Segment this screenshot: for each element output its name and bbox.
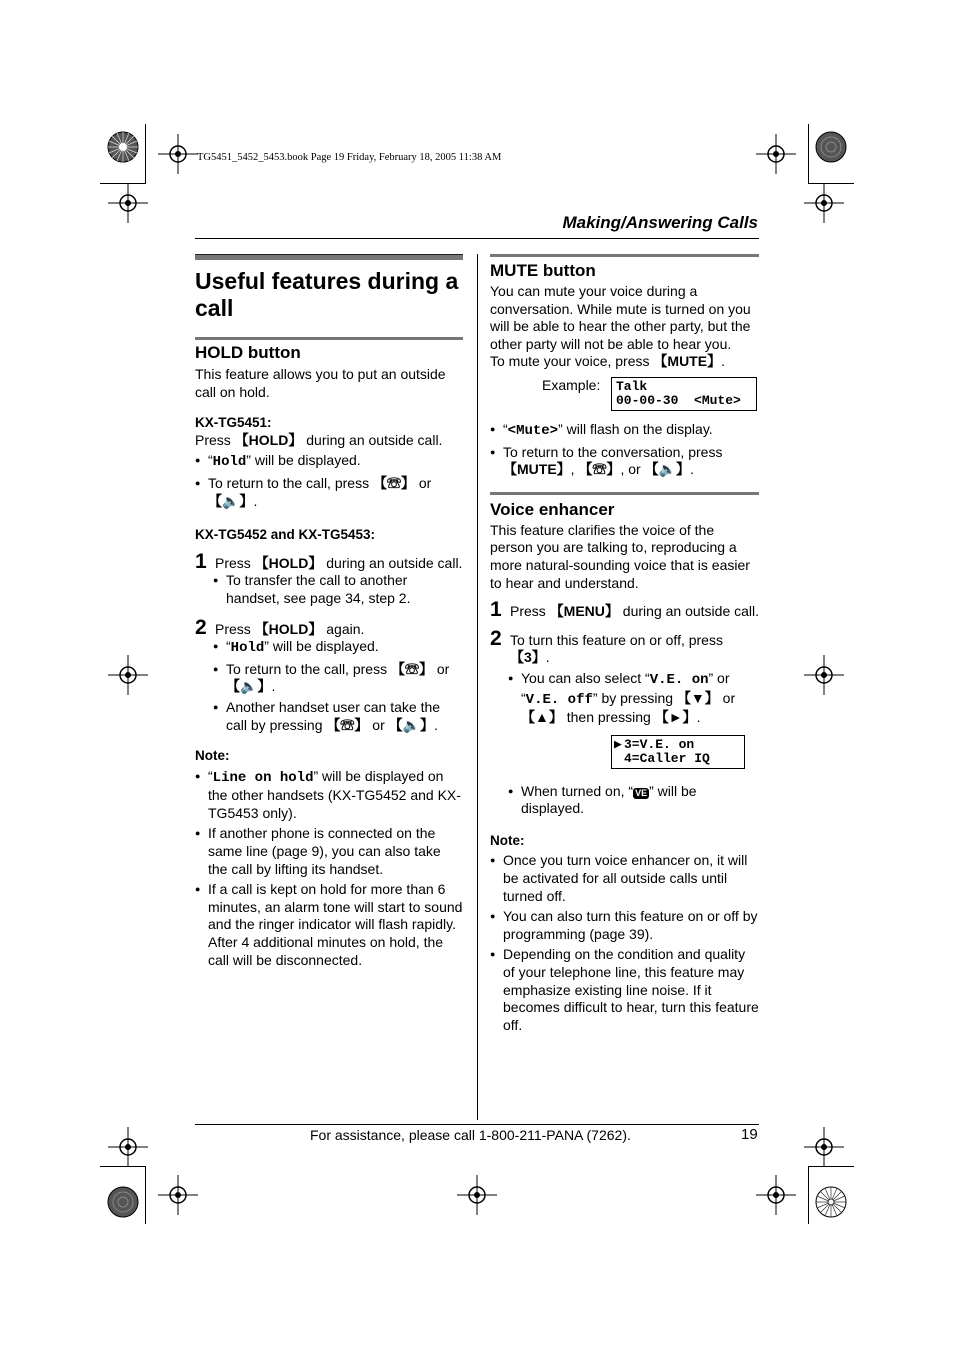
crosshair-mark-icon — [457, 1175, 497, 1215]
list-item: ● To return to the conversation, press 【MUTE】, 【☏】, or 【🔈】. — [490, 443, 723, 478]
lcd-display: Talk 00-00-30 <Mute> — [611, 377, 757, 411]
voice-enhancer-heading: Voice enhancer — [490, 499, 615, 519]
list-item: ● Depending on the condition and quality of your telephone line, this feature may emphasize existing line noise. If it becomes difficult to hear, turn this feature off. — [490, 946, 759, 1033]
hold-intro: This feature allows you to put an outside call on hold. — [195, 366, 446, 400]
list-item: ● To transfer the call to another handset, see page 34, step 2. — [213, 572, 411, 606]
cursor-arrow-icon: ▶ — [614, 736, 622, 752]
talk-key: 【☏】 — [372, 474, 415, 491]
crosshair-mark-icon — [108, 183, 148, 223]
crosshair-mark-icon — [108, 655, 148, 695]
list-item: ● You can also turn this feature on or off by programming (page 39). — [490, 908, 758, 942]
example-label: Example: — [542, 376, 601, 393]
list-item: ● You can also select “V.E. on” or “V.E. off” by pressing 【▼】 or 【▲】 then pressing 【►】. — [508, 669, 736, 726]
hold-heading: HOLD button — [195, 343, 301, 362]
book-file-line: TG5451_5452_5453.book Page 19 Friday, February 18, 2005 11:38 AM — [197, 152, 502, 163]
model-label: KX-TG5451: — [195, 415, 272, 431]
running-head: Making/Answering Calls — [562, 213, 758, 232]
voice-enhancer-intro: This feature clarifies the voice of the person you are talking to, reproducing a more natural-sounding voice that is easier to hear and understand. — [490, 521, 750, 591]
list-item: ● If a call is kept on hold for more than 6 minutes, an alarm tone will start to sound and the ringer indicator will flash rapidly. After 4 additional minutes on hold, the call will be disconnected. — [195, 881, 463, 968]
page-title: Useful features during a call — [195, 268, 459, 321]
list-item: ● To return to the call, press 【☏】 or 【🔈】. — [195, 474, 432, 509]
model-label: KX-TG5452 and KX-TG5453: — [195, 527, 376, 543]
list-item: ● “Line on hold” will be displayed on the other handsets (KX-TG5452 and KX-TG5453 only). — [195, 767, 461, 821]
page-number: 19 — [741, 1126, 758, 1143]
registration-target-icon — [814, 130, 848, 164]
column-divider — [477, 254, 478, 1120]
crosshair-mark-icon — [804, 183, 844, 223]
crosshair-mark-icon — [804, 1127, 844, 1167]
section-bar — [195, 337, 463, 340]
right-column — [490, 254, 759, 1034]
section-bar — [490, 254, 759, 257]
list-item: ● When turned on, “ VE ” will be displayed. — [508, 782, 697, 817]
hold-key: 【HOLD】 — [234, 431, 303, 448]
crosshair-mark-icon — [756, 134, 796, 174]
footer-assistance: For assistance, please call 1-800-211-PANA (7262). — [310, 1127, 631, 1143]
mute-instruction: To mute your voice, press 【MUTE】. — [490, 353, 725, 370]
footer-rule — [195, 1124, 759, 1125]
list-item: ● Another handset user can take the call by pressing 【☏】 or 【🔈】. — [213, 698, 441, 733]
speaker-key: 【🔈】 — [208, 492, 254, 509]
list-item: ● “<Mute>” will flash on the display. — [490, 420, 713, 439]
example-row — [490, 377, 759, 411]
header-rule — [195, 238, 759, 239]
section-bar — [490, 492, 759, 495]
mute-intro: You can mute your voice during a conversation. While mute is turned on you will be able to hear the other party, but the other party will not be able to hear you. — [490, 283, 751, 352]
list-item: ● “Hold” will be displayed. — [213, 638, 379, 657]
step: 1 Press 【MENU】 during an outside call. — [490, 598, 760, 622]
note-label: Note: — [195, 748, 230, 764]
section-bar — [195, 254, 463, 260]
model1-instruction: Press 【HOLD】 during an outside call. — [195, 431, 443, 448]
crosshair-mark-icon — [158, 134, 198, 174]
registration-target-icon — [814, 1185, 848, 1219]
mute-heading: MUTE button — [490, 261, 596, 280]
voice-enhancer-icon: VE — [635, 787, 648, 798]
crosshair-mark-icon — [158, 1175, 198, 1215]
registration-target-icon — [106, 130, 140, 164]
note-label: Note: — [490, 832, 525, 848]
lcd-display: ▶ 3=V.E. on 4=Caller IQ — [611, 735, 745, 769]
step: 1 Press 【HOLD】 during an outside call. — [195, 549, 463, 573]
list-item: ● Once you turn voice enhancer on, it will be activated for all outside calls until turned off. — [490, 852, 748, 904]
list-item: ● If another phone is connected on the same line (page 9), you can also take the call by lifting its handset. — [195, 825, 441, 877]
step: 2 To turn this feature on or off, press 【3】. — [490, 626, 723, 666]
crosshair-mark-icon — [108, 1127, 148, 1167]
list-item: ● To return to the call, press 【☏】 or 【🔈】. — [213, 660, 450, 695]
crosshair-mark-icon — [804, 655, 844, 695]
step: 2 Press 【HOLD】 again. — [195, 615, 365, 639]
registration-target-icon — [106, 1185, 140, 1219]
crosshair-mark-icon — [756, 1175, 796, 1215]
list-item: ● “Hold” will be displayed. — [195, 452, 361, 471]
left-column — [195, 254, 463, 969]
